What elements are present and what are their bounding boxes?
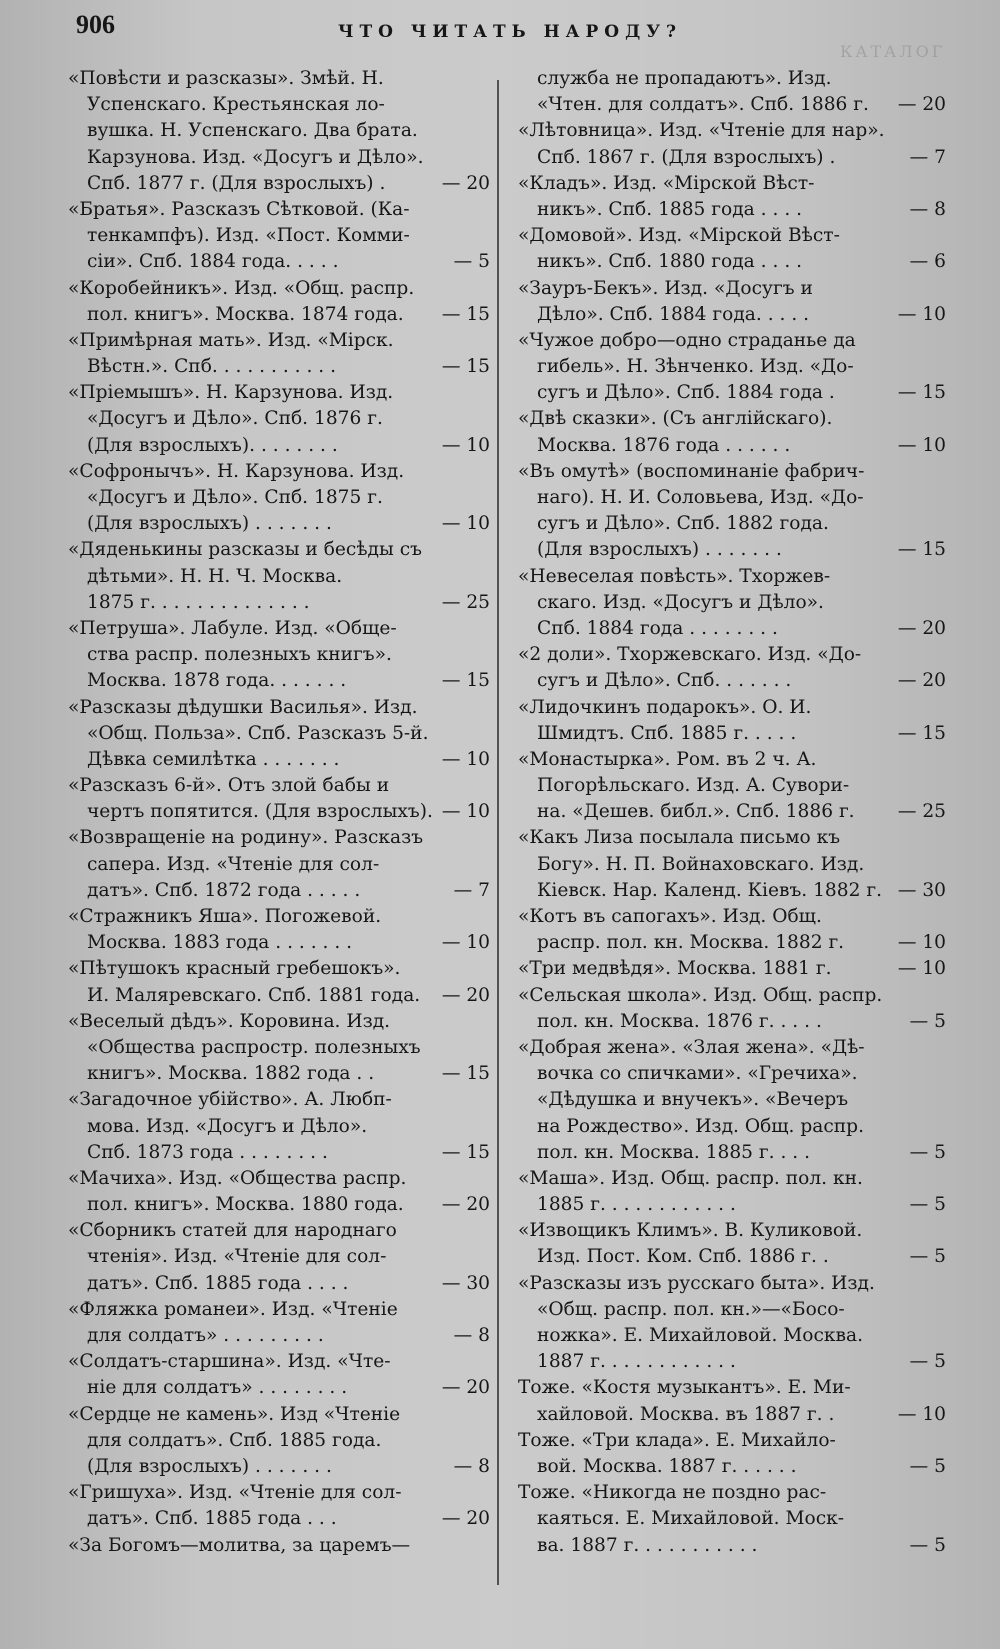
entry-text: тенкампфъ). Изд. «Пост. Комми- <box>87 225 410 247</box>
catalog-line <box>518 878 946 904</box>
catalog-line <box>518 1480 946 1506</box>
catalog-line <box>68 983 490 1009</box>
catalog-line <box>518 721 946 747</box>
entry-text: Спб. 1884 года . . . . . . . . <box>537 617 778 639</box>
entry-price: — 10 <box>897 958 946 980</box>
entry-price: — 5 <box>909 1194 946 1216</box>
entry-price: — 10 <box>897 303 946 325</box>
entry-price: — 15 <box>897 382 946 404</box>
entry-text: для солдатъ». Спб. 1885 года. <box>87 1429 382 1451</box>
entry-price: — 15 <box>441 670 490 692</box>
entry-text: никъ». Спб. 1885 года . . . . <box>537 198 803 220</box>
entry-price: — 5 <box>909 1351 946 1373</box>
catalog-line <box>68 197 490 223</box>
entry-text: «Пріемышъ». Н. Карзунова. Изд. <box>68 382 394 404</box>
catalog-line <box>518 354 946 380</box>
bleed-through-text: КАТАЛОГ <box>840 42 946 61</box>
catalog-line <box>68 1114 490 1140</box>
catalog-line <box>518 511 946 537</box>
entry-text: «Въ омутѣ» (воспоминаніе фабрич- <box>518 460 865 482</box>
catalog-line <box>518 564 946 590</box>
entry-text: Спб. 1877 г. (Для взрослыхъ) . <box>87 172 386 194</box>
catalog-line <box>68 66 490 92</box>
catalog-line <box>518 118 946 144</box>
catalog-line <box>68 1271 490 1297</box>
catalog-line <box>518 328 946 354</box>
catalog-line <box>518 171 946 197</box>
entry-text: ства распр. полезныхъ книгъ». <box>87 644 392 666</box>
entry-text: «Три медвѣдя». Москва. 1881 г. <box>518 958 832 980</box>
entry-text: «Разсказъ 6-й». Отъ злой бабы и <box>68 775 390 797</box>
catalog-line <box>518 668 946 694</box>
entry-price: — 8 <box>453 1455 490 1477</box>
catalog-line <box>518 930 946 956</box>
entry-price: — 10 <box>897 434 946 456</box>
entry-text: датъ». Спб. 1885 года . . . . <box>87 1272 349 1294</box>
catalog-line <box>518 145 946 171</box>
catalog-line <box>68 328 490 354</box>
entry-text: датъ». Спб. 1885 года . . . <box>87 1508 337 1530</box>
catalog-line <box>68 642 490 668</box>
catalog-line <box>68 747 490 773</box>
catalog-line <box>68 302 490 328</box>
entry-text: «За Богомъ—молитва, за царемъ— <box>68 1534 411 1556</box>
entry-text: на. «Дешев. библ.». Спб. 1886 г. <box>537 801 855 823</box>
entry-price: — 20 <box>897 670 946 692</box>
entry-text: «Стражникъ Яша». Погожевой. <box>68 906 382 927</box>
entry-text: «Примѣрная мать». Изд. «Мірск. <box>68 329 394 351</box>
entry-text: Карзунова. Изд. «Досугъ и Дѣло». <box>87 146 424 168</box>
entry-text: (Для взрослыхъ) . . . . . . . <box>537 539 782 561</box>
catalog-line <box>518 1192 946 1218</box>
catalog-line <box>518 459 946 485</box>
catalog-line <box>518 956 946 982</box>
page-header <box>70 10 950 61</box>
catalog-line <box>68 616 490 642</box>
catalog-line <box>68 1009 490 1035</box>
catalog-line <box>518 302 946 328</box>
entry-text: ва. 1887 г. . . . . . . . . . . <box>537 1534 758 1556</box>
entry-text: «Мачиха». Изд. «Общества распр. <box>68 1167 407 1189</box>
entry-text: (Для взрослыхъ). . . . . . . . <box>87 434 338 456</box>
entry-text: «Повѣсти и разсказы». Змѣй. Н. <box>68 68 384 89</box>
left-column <box>68 66 490 1559</box>
entry-text: 1875 г. . . . . . . . . . . . . . <box>87 591 310 613</box>
entry-text: «Разсказы дѣдушки Василья». Изд. <box>68 696 418 718</box>
entry-text: «Сборникъ статей для народнаго <box>68 1220 397 1242</box>
entry-price: — 10 <box>897 932 946 954</box>
catalog-line <box>518 249 946 275</box>
entry-price: — 10 <box>441 932 490 954</box>
entry-text: «Сельская школа». Изд. Общ. распр. <box>518 984 883 1006</box>
entry-text: пол. книгъ». Москва. 1880 года. <box>87 1194 404 1216</box>
entry-text: гибель». Н. Зѣнченко. Изд. «До- <box>537 356 854 378</box>
entry-text: «Лѣтовница». Изд. «Чтеніе для нар». <box>518 120 885 142</box>
entry-text: Шмидтъ. Спб. 1885 г. . . . . <box>537 722 797 744</box>
catalog-line <box>518 92 946 118</box>
catalog-line <box>68 1218 490 1244</box>
entry-text: ніе для солдатъ» . . . . . . . . <box>87 1377 348 1399</box>
entry-price: — 20 <box>441 984 490 1006</box>
catalog-line <box>518 1428 946 1454</box>
catalog-line <box>68 171 490 197</box>
entry-text: Москва. 1878 года. . . . . . . <box>87 670 347 692</box>
entry-text: (Для взрослыхъ) . . . . . . . <box>87 1455 332 1477</box>
catalog-line <box>518 223 946 249</box>
catalog-line <box>68 930 490 956</box>
entry-text: мова. Изд. «Досугъ и Дѣло». <box>87 1115 368 1137</box>
entry-price: — 15 <box>441 303 490 325</box>
catalog-line <box>518 1166 946 1192</box>
entry-text: Тоже. «Три клада». Е. Михайло- <box>518 1429 836 1451</box>
entry-text: Дѣло». Спб. 1884 года. . . . . <box>537 303 810 325</box>
catalog-line <box>68 118 490 144</box>
entry-text: «Веселый дѣдъ». Коровина. Изд. <box>68 1010 391 1032</box>
catalog-line <box>518 642 946 668</box>
catalog-line <box>518 852 946 878</box>
catalog-line <box>518 1533 946 1559</box>
entry-text: сапера. Изд. «Чтеніе для сол- <box>87 853 380 875</box>
catalog-line <box>68 380 490 406</box>
entry-text: Москва. 1876 года . . . . . . <box>537 434 791 456</box>
catalog-line <box>68 249 490 275</box>
entry-price: — 8 <box>909 198 946 220</box>
entry-text: Богу». Н. П. Войнаховскаго. Изд. <box>537 853 865 875</box>
right-column <box>518 66 946 1559</box>
entry-text: «Кладъ». Изд. «Мірской Вѣст- <box>518 172 815 194</box>
entry-price: — 5 <box>453 251 490 273</box>
catalog-line <box>68 1375 490 1401</box>
entry-price: — 8 <box>453 1325 490 1346</box>
entry-price: — 7 <box>453 879 490 901</box>
catalog-line <box>68 825 490 851</box>
catalog-line <box>518 1454 946 1480</box>
entry-text: Изд. Пост. Ком. Спб. 1886 г. . <box>537 1246 829 1268</box>
catalog-line <box>68 799 490 825</box>
catalog-line <box>68 276 490 302</box>
catalog-line <box>68 1428 490 1454</box>
entry-price: — 30 <box>441 1272 490 1294</box>
entry-price: — 5 <box>909 1455 946 1477</box>
catalog-line <box>68 433 490 459</box>
catalog-line <box>518 1506 946 1532</box>
catalog-line <box>518 1114 946 1140</box>
catalog-line <box>68 145 490 171</box>
entry-price: — 10 <box>441 513 490 535</box>
entry-text: «Возвращеніе на родину». Разсказъ <box>68 827 424 849</box>
catalog-line <box>518 66 946 92</box>
entry-text: «Чужое добро—одно страданье да <box>518 329 856 351</box>
entry-text: «Монастырка». Ром. въ 2 ч. А. <box>518 748 817 770</box>
entry-price: — 7 <box>909 146 946 168</box>
entry-text: «Солдатъ-старшина». Изд. «Чте- <box>68 1351 391 1373</box>
catalog-line <box>68 852 490 878</box>
entry-text: «2 доли». Тхоржевскаго. Изд. «До- <box>518 644 862 666</box>
entry-price: — 30 <box>897 879 946 901</box>
column-divider <box>497 80 499 1585</box>
entry-text: вочка со спичками». «Гречиха». <box>537 1063 858 1085</box>
entry-text: Погорѣльскаго. Изд. А. Сувори- <box>537 775 850 797</box>
entry-text: для солдатъ» . . . . . . . . . <box>87 1325 324 1346</box>
entry-text: Москва. 1883 года . . . . . . . <box>87 932 353 954</box>
entry-text: «Дяденькины разсказы и бесѣды съ <box>68 539 422 561</box>
entry-price: — 15 <box>441 356 490 378</box>
entry-text: пол. кн. Москва. 1876 г. . . . . <box>537 1010 822 1032</box>
entry-text: служба не пропадаютъ». Изд. <box>537 68 832 89</box>
catalog-line <box>518 197 946 223</box>
entry-text: «Общ. распр. пол. кн.»—«Босо- <box>537 1298 845 1320</box>
catalog-line <box>518 799 946 825</box>
entry-text: Дѣвка семилѣтка . . . . . . . <box>87 748 340 770</box>
entry-text: «Лидочкинъ подарокъ». О. И. <box>518 696 812 718</box>
entry-text: «Маша». Изд. Общ. распр. пол. кн. <box>518 1167 863 1189</box>
catalog-line <box>68 92 490 118</box>
entry-price: — 10 <box>897 1403 946 1425</box>
catalog-line <box>68 1480 490 1506</box>
catalog-line <box>68 668 490 694</box>
catalog-line <box>68 1323 490 1349</box>
entry-text: вой. Москва. 1887 г. . . . . . <box>537 1455 797 1477</box>
entry-price: — 20 <box>897 617 946 639</box>
catalog-line <box>518 1140 946 1166</box>
entry-price: — 10 <box>441 801 490 823</box>
entry-text: «Разсказы изъ русскаго быта». Изд. <box>518 1272 875 1294</box>
entry-text: «Коробейникъ». Изд. «Общ. распр. <box>68 277 415 299</box>
catalog-line <box>518 1375 946 1401</box>
entry-text: «Сердце не камень». Изд «Чтеніе <box>68 1403 401 1425</box>
catalog-line <box>68 1244 490 1270</box>
catalog-line <box>68 1533 490 1559</box>
entry-text: «Братья». Разсказъ Сѣтковой. (Ка- <box>68 198 410 220</box>
entry-text: 1887 г. . . . . . . . . . . . <box>537 1351 736 1373</box>
catalog-line <box>68 1349 490 1375</box>
catalog-line <box>518 433 946 459</box>
entry-text: пол. кн. Москва. 1885 г. . . . <box>537 1141 811 1163</box>
entry-text: на Рождество». Изд. Общ. распр. <box>537 1115 864 1137</box>
entry-text: чертъ попятится. (Для взрослыхъ). <box>87 801 433 823</box>
entry-text: Тоже. «Костя музыкантъ». Е. Ми- <box>518 1377 851 1399</box>
catalog-line <box>68 1454 490 1480</box>
catalog-line <box>68 511 490 537</box>
catalog-line <box>68 1166 490 1192</box>
entry-price: — 15 <box>441 1141 490 1163</box>
catalog-line <box>68 1297 490 1323</box>
entry-price: — 5 <box>909 1141 946 1163</box>
entry-text: «Домовой». Изд. «Мірской Вѣст- <box>518 225 840 247</box>
catalog-line <box>68 1087 490 1113</box>
catalog-line <box>518 276 946 302</box>
catalog-line <box>518 380 946 406</box>
entry-price: — 10 <box>441 748 490 770</box>
catalog-line <box>518 485 946 511</box>
entry-text: «Котъ въ сапогахъ». Изд. Общ. <box>518 906 822 927</box>
catalog-line <box>68 721 490 747</box>
catalog-line <box>518 1218 946 1244</box>
catalog-line <box>518 1244 946 1270</box>
entry-text: каяться. Е. Михайловой. Моск- <box>537 1508 845 1530</box>
catalog-line <box>68 1506 490 1532</box>
entry-price: — 5 <box>909 1534 946 1556</box>
catalog-line <box>518 983 946 1009</box>
catalog-line <box>68 695 490 721</box>
catalog-line <box>68 1035 490 1061</box>
catalog-line <box>68 354 490 380</box>
catalog-line <box>518 616 946 642</box>
entry-text: Кіевск. Нар. Календ. Кіевъ. 1882 г. <box>537 879 882 901</box>
entry-price: — 5 <box>909 1246 946 1268</box>
entry-text: «Двѣ сказки». (Съ англійскаго). <box>518 408 833 430</box>
entry-price: — 20 <box>441 172 490 194</box>
catalog-line <box>68 485 490 511</box>
entry-text: сугъ и Дѣло». Спб. 1884 года . <box>537 382 835 404</box>
entry-text: сугъ и Дѣло». Спб. 1882 года. <box>537 513 829 535</box>
entry-text: наго). Н. И. Соловьева, Изд. «До- <box>537 487 864 508</box>
entry-text: книгъ». Москва. 1882 года . . <box>87 1063 375 1085</box>
catalog-line <box>518 1349 946 1375</box>
entry-text: Вѣстн.». Спб. . . . . . . . . . . <box>87 356 337 378</box>
entry-text: «Общ. Польза». Спб. Разсказъ 5-й. <box>87 722 429 744</box>
entry-text: вушка. Н. Успенскаго. Два брата. <box>87 120 418 142</box>
entry-text: хайловой. Москва. въ 1887 г. . <box>537 1403 835 1425</box>
catalog-line <box>68 590 490 616</box>
catalog-line <box>518 1271 946 1297</box>
entry-text: Спб. 1867 г. (Для взрослыхъ) . <box>537 146 836 168</box>
entry-text: «Досугъ и Дѣло». Спб. 1876 г. <box>87 408 383 430</box>
entry-price: — 15 <box>897 539 946 561</box>
catalog-line <box>68 1402 490 1428</box>
catalog-line <box>68 564 490 590</box>
catalog-line <box>68 956 490 982</box>
entry-price: — 10 <box>441 434 490 456</box>
entry-price: — 5 <box>909 1010 946 1032</box>
catalog-line <box>68 904 490 930</box>
entry-text: Спб. 1873 года . . . . . . . . <box>87 1141 328 1163</box>
entry-text: Успенскаго. Крестьянская ло- <box>87 94 385 116</box>
entry-price: — 15 <box>441 1063 490 1085</box>
entry-price: — 20 <box>441 1194 490 1216</box>
catalog-line <box>68 1061 490 1087</box>
entry-price: — 20 <box>441 1377 490 1399</box>
catalog-line <box>518 695 946 721</box>
entry-text: «Пѣтушокъ красный гребешокъ». <box>68 958 401 980</box>
catalog-line <box>518 1297 946 1323</box>
entry-text: И. Маляревскаго. Спб. 1881 года. <box>87 984 421 1006</box>
catalog-line <box>68 223 490 249</box>
catalog-line <box>518 773 946 799</box>
entry-text: распр. пол. кн. Москва. 1882 г. <box>537 932 845 954</box>
catalog-line <box>518 825 946 851</box>
catalog-line <box>518 1323 946 1349</box>
catalog-line <box>518 590 946 616</box>
entry-text: «Фляжка романеи». Изд. «Чтеніе <box>68 1298 398 1320</box>
entry-price: — 20 <box>897 94 946 116</box>
entry-text: «Чтен. для солдатъ». Спб. 1886 г. <box>537 94 869 116</box>
entry-text: «Добрая жена». «Злая жена». «Дѣ- <box>518 1036 865 1058</box>
catalog-line <box>68 459 490 485</box>
entry-text: «Досугъ и Дѣло». Спб. 1875 г. <box>87 487 383 508</box>
entry-text: «Петруша». Лабуле. Изд. «Обще- <box>68 617 397 639</box>
entry-text: пол. книгъ». Москва. 1874 года. <box>87 303 404 325</box>
catalog-line <box>518 1009 946 1035</box>
catalog-line <box>68 1192 490 1218</box>
entry-text: датъ». Спб. 1872 года . . . . . <box>87 879 361 901</box>
catalog-line <box>68 878 490 904</box>
entry-text: скаго. Изд. «Досугъ и Дѣло». <box>537 591 824 613</box>
catalog-line <box>518 904 946 930</box>
entry-text: Тоже. «Никогда не поздно рас- <box>518 1482 827 1504</box>
entry-price: — 20 <box>441 1508 490 1530</box>
entry-text: чтенія». Изд. «Чтеніе для сол- <box>87 1246 387 1268</box>
catalog-line <box>518 406 946 432</box>
entry-text: «Гришуха». Изд. «Чтеніе для сол- <box>68 1482 402 1504</box>
entry-text: «Дѣдушка и внучекъ». «Вечеръ <box>537 1089 849 1111</box>
entry-text: (Для взрослыхъ) . . . . . . . <box>87 513 332 535</box>
entry-text: ножка». Е. Михайловой. Москва. <box>537 1325 863 1346</box>
entry-text: «Общества распростр. полезныхъ <box>87 1036 421 1058</box>
entry-text: 1885 г. . . . . . . . . . . . <box>537 1194 736 1216</box>
entry-text: дѣтьми». Н. Н. Ч. Москва. <box>87 565 343 587</box>
entry-text: «Какъ Лиза посылала письмо къ <box>518 827 841 849</box>
catalog-line <box>68 537 490 563</box>
entry-price: — 25 <box>441 591 490 613</box>
catalog-line <box>518 1087 946 1113</box>
page-number: 906 <box>76 10 115 39</box>
entry-text: «Зауръ-Бекъ». Изд. «Досугъ и <box>518 277 813 299</box>
entry-text: никъ». Спб. 1880 года . . . . <box>537 251 803 273</box>
running-title: ЧТО ЧИТАТЬ НАРОДУ? <box>338 22 682 42</box>
catalog-line <box>68 1140 490 1166</box>
entry-text: сугъ и Дѣло». Спб. . . . . . . <box>537 670 792 692</box>
entry-text: «Софронычъ». Н. Карзунова. Изд. <box>68 460 405 482</box>
entry-price: — 6 <box>909 251 946 273</box>
entry-text: «Невеселая повѣсть». Тхоржев- <box>518 565 831 587</box>
catalog-line <box>518 1035 946 1061</box>
catalog-line <box>68 406 490 432</box>
entry-text: «Загадочное убійство». А. Любп- <box>68 1089 392 1111</box>
catalog-line <box>518 537 946 563</box>
catalog-line <box>518 1061 946 1087</box>
entry-text: сіи». Спб. 1884 года. . . . . <box>87 251 339 273</box>
entry-price: — 15 <box>897 722 946 744</box>
entry-text: «Извощикъ Климъ». В. Куликовой. <box>518 1220 863 1242</box>
catalog-line <box>518 747 946 773</box>
entry-price: — 25 <box>897 801 946 823</box>
catalog-line <box>68 773 490 799</box>
catalog-line <box>518 1402 946 1428</box>
